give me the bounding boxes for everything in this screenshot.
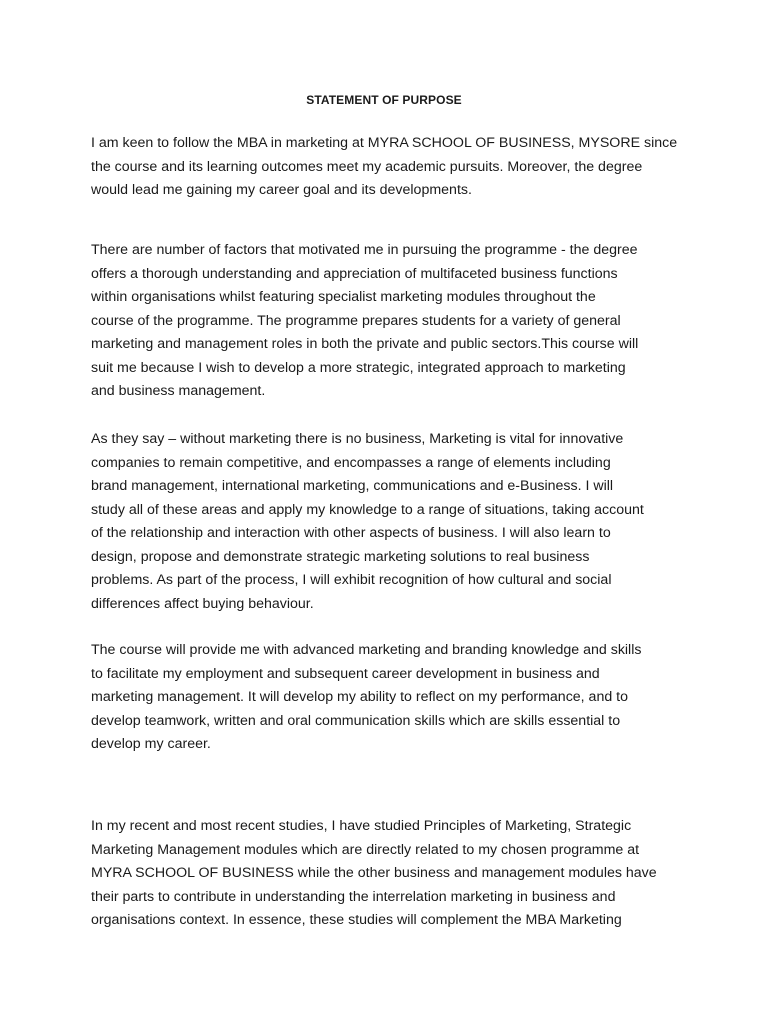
paragraph-2: There are number of factors that motivated me in pursuing the programme - the degree offers a thorough understanding and appreciation of multifaceted business functions within organisations whilst featuring specialist marketing modules throughout the course of the programme. The programme prepares students for a variety of general marketing and management roles in both the private and public sectors.This course will suit me because I wish to develop a more strategic, integrated approach to marketing and business management. [91,242,639,399]
paragraph-1: I am keen to follow the MBA in marketing at MYRA SCHOOL OF BUSINESS, MYSORE since the course and its learning outcomes meet my academic pursuits. Moreover, the degree would lead me gaining my career goal and its developments. [91,135,678,198]
paragraph-3: As they say – without marketing there is no business, Marketing is vital for innovative companies to remain competitive, and encompasses a range of elements including brand management, international marketing, communications and e-Business. I will study all of these areas and apply my knowledge to a range of situations, taking account of the relationship and interaction with other aspects of business. I will also learn to design, propose and demonstrate strategic marketing solutions to real business problems. As part of the process, I will exhibit recognition of how cultural and social differences affect buying behaviour. [91,431,644,612]
paragraph-5: In my recent and most recent studies, I have studied Principles of Marketing, Strategic Marketing Management modules which are directly related to my chosen programme at MYRA SCHOOL OF BUSINESS while the other business and management modules have their parts to contribute in understanding the interrelation marketing in business and organisations context. In essence, these studies will complement the MBA Marketing [91,818,657,928]
document-title: STATEMENT OF PURPOSE [306,93,462,107]
paragraph-4: The course will provide me with advanced marketing and branding knowledge and skills to facilitate my employment and subsequent career development in business and marketing management. It will develop my ability to reflect on my performance, and to develop teamwork, written and oral communication skills which are skills essential to develop my career. [91,642,642,752]
